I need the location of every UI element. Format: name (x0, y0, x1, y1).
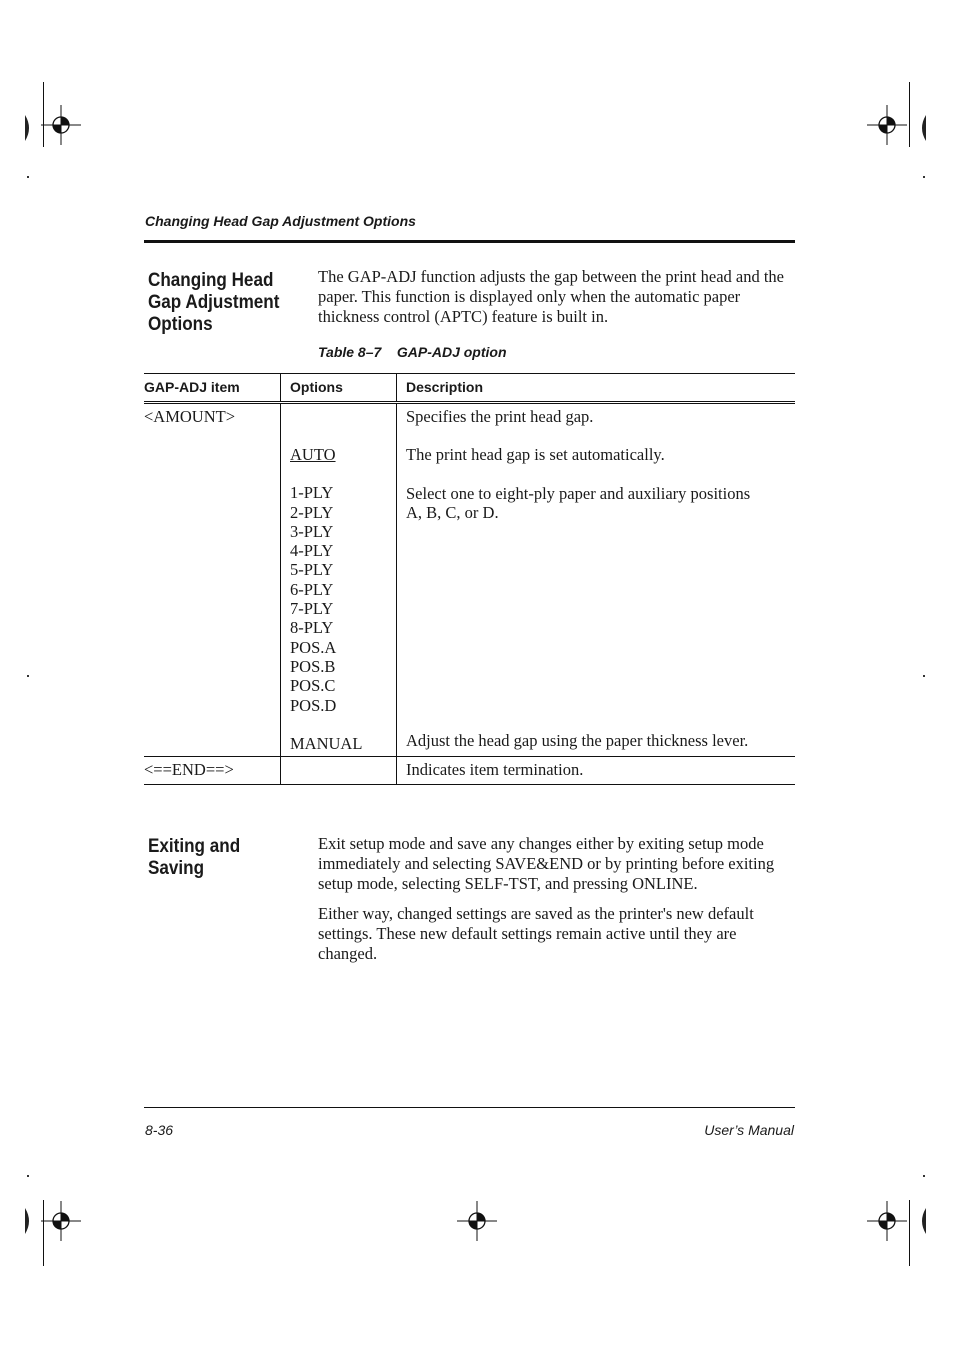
edge-bar-icon (25, 115, 33, 141)
option-value: 5-PLY (290, 560, 334, 580)
options-cell (281, 403, 397, 757)
section-body-exiting-saving-2 (318, 904, 754, 964)
option-value: POS.B (290, 656, 336, 676)
description-end: Indicates item termination. (397, 757, 796, 785)
option-value: 4-PLY (290, 541, 334, 561)
footer-rule (144, 1107, 795, 1108)
edge-tick (27, 176, 29, 178)
table-row (144, 403, 795, 757)
description-ply: A, B, C, or D. (406, 502, 499, 522)
edge-bar-icon (918, 1208, 926, 1234)
crop-line (43, 1200, 44, 1266)
body-line: Exit setup mode and save any changes either by exiting setup mode (318, 834, 764, 853)
body-line: settings. These new default settings remain active until they are (318, 924, 737, 943)
gap-adj-option-table (144, 373, 795, 785)
section-body-exiting-saving (318, 834, 774, 894)
option-value: POS.A (290, 637, 337, 657)
options-cell-empty (281, 757, 397, 785)
description-auto: The print head gap is set automatically. (406, 445, 665, 465)
body-line: changed. (318, 944, 378, 963)
registration-mark-icon (457, 1201, 497, 1241)
edge-tick (923, 1175, 925, 1177)
description-ply: Select one to eight-ply paper and auxiliary positions (406, 483, 751, 503)
body-line: The GAP-ADJ function adjusts the gap between the print head and the (318, 267, 785, 286)
running-head: Changing Head Gap Adjustment Options (145, 213, 416, 229)
option-value: 8-PLY (290, 618, 334, 638)
option-manual: MANUAL (290, 733, 363, 753)
section-heading-gap-adjustment (148, 270, 279, 336)
body-line: Either way, changed settings are saved as the printer's new default (318, 904, 754, 923)
crop-line (909, 82, 910, 147)
crop-line (909, 1200, 910, 1266)
description-manual: Adjust the head gap using the paper thickness lever. (406, 731, 749, 751)
table-row (144, 757, 795, 785)
edge-bar-icon (918, 115, 926, 141)
column-header-options: Options (281, 374, 397, 403)
option-auto-default: AUTO (290, 445, 336, 464)
body-line: immediately and selecting SAVE&END or by printing before exiting (318, 854, 775, 873)
column-header-description: Description (397, 374, 796, 403)
section-heading-exiting-saving (148, 836, 240, 880)
heading-line: Options (148, 314, 213, 335)
column-header-item: GAP-ADJ item (144, 374, 281, 403)
body-line: setup mode, selecting SELF-TST, and pressing ONLINE. (318, 874, 698, 893)
heading-line: Changing Head (148, 270, 274, 291)
edge-bar-icon (25, 1208, 33, 1234)
edge-tick (27, 1175, 29, 1177)
description-cell (397, 403, 796, 757)
item-cell (144, 403, 281, 757)
edge-tick (27, 675, 29, 677)
body-line: paper. This function is displayed only when the automatic paper (318, 287, 741, 306)
registration-mark-icon (867, 1201, 907, 1241)
item-amount: <AMOUNT> (144, 407, 236, 426)
registration-mark-icon (867, 105, 907, 145)
crop-line (43, 82, 44, 147)
option-value: POS.C (290, 676, 336, 696)
item-end: <==END==> (144, 757, 281, 785)
option-value: 3-PLY (290, 521, 334, 541)
option-value: 1-PLY (290, 483, 334, 503)
option-value: 2-PLY (290, 502, 334, 522)
body-line: thickness control (APTC) feature is built in. (318, 307, 609, 326)
table-header-row (144, 374, 795, 403)
edge-tick (923, 675, 925, 677)
edge-tick (923, 176, 925, 178)
section-body-gap-adjustment (318, 267, 784, 327)
heading-line: Exiting and (148, 836, 241, 857)
heading-line: Saving (148, 858, 205, 879)
table-caption: Table 8–7 GAP-ADJ option (318, 344, 507, 360)
heading-line: Gap Adjustment (148, 292, 280, 313)
header-rule (144, 240, 795, 243)
registration-mark-icon (41, 1201, 81, 1241)
option-value: 6-PLY (290, 579, 334, 599)
page-number: 8-36 (145, 1122, 174, 1138)
option-value: 7-PLY (290, 599, 334, 619)
description-amount: Specifies the print head gap. (406, 407, 594, 426)
manual-title: User’s Manual (704, 1122, 794, 1138)
option-value: POS.D (290, 695, 337, 715)
registration-mark-icon (41, 105, 81, 145)
